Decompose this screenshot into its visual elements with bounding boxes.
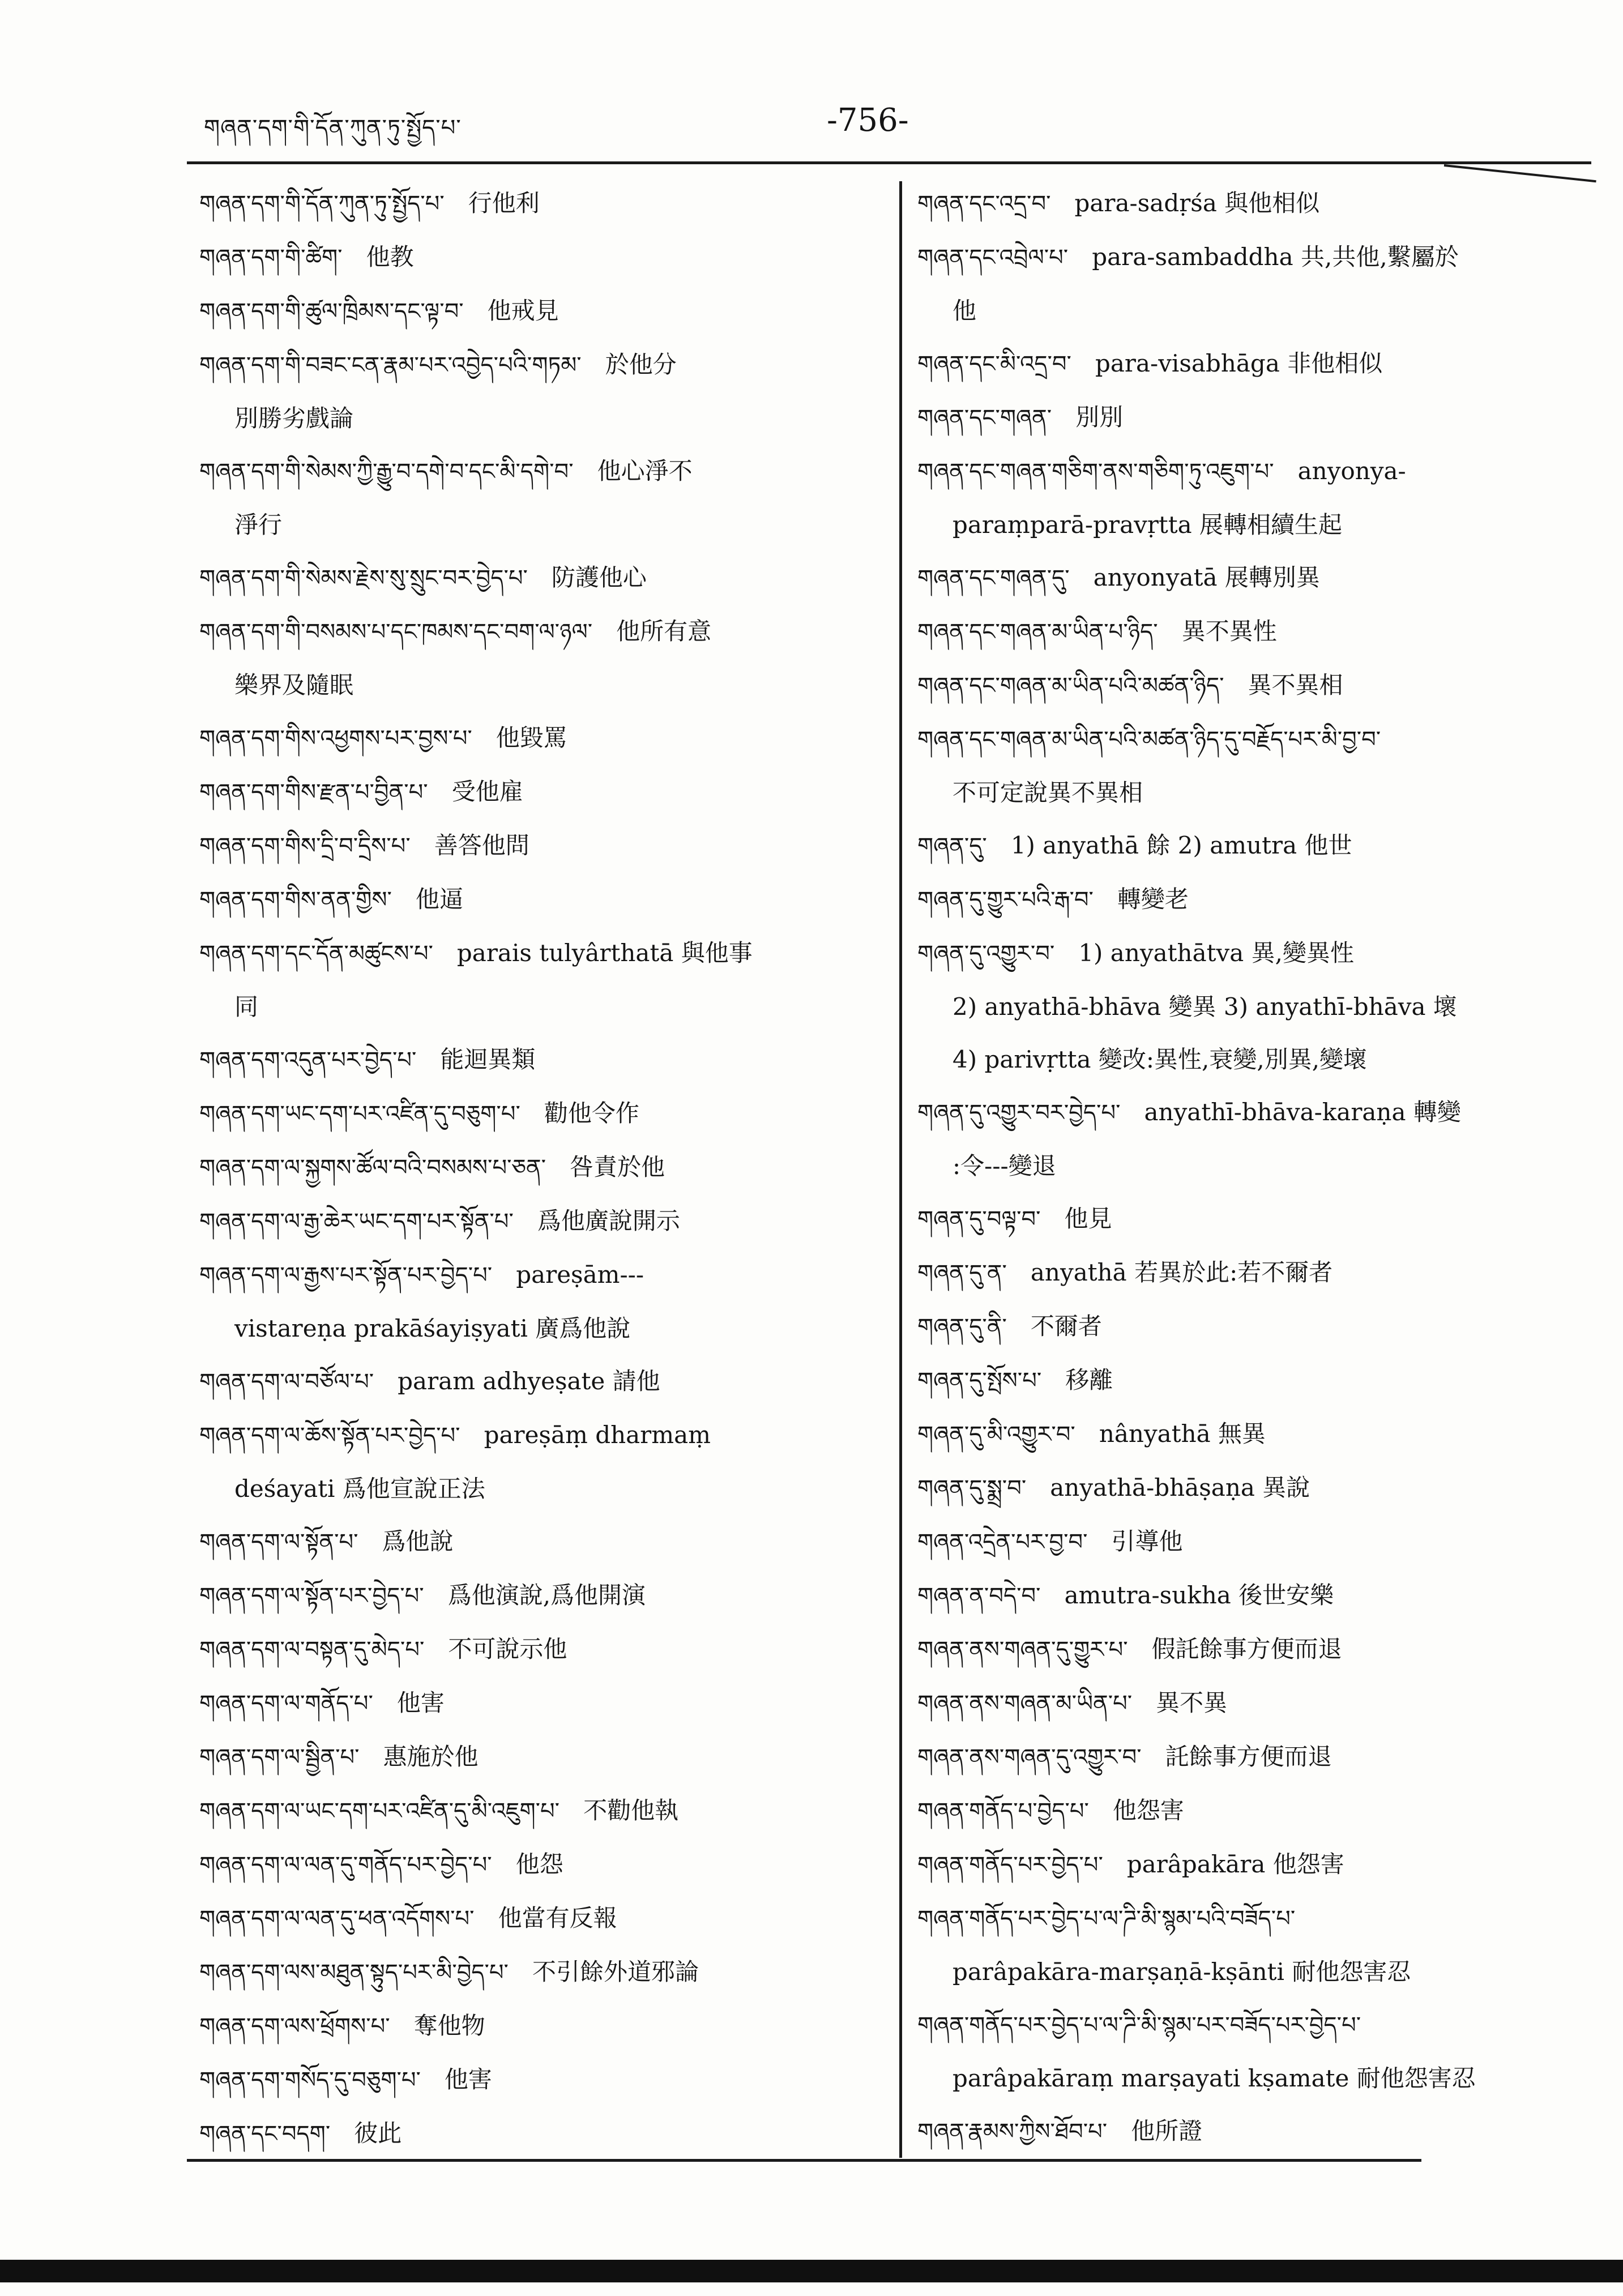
entry-gloss: para-visabhāga 非他相似 <box>1095 349 1383 377</box>
tibetan-headword: གཞན་དག་ལ་སྦྱིན་པ་ <box>199 1744 360 1770</box>
entry-gloss: parais tulyârthatā 與他事 <box>456 939 753 967</box>
entry-gloss: 奪他物 <box>413 2012 485 2039</box>
tibetan-headword: གཞན་དག་ལ་སྟོན་པ་ <box>199 1529 358 1555</box>
left-column <box>199 177 893 2161</box>
dictionary-entry <box>199 177 893 231</box>
dictionary-entry <box>199 1945 893 1999</box>
tibetan-headword: གཞན་དག་འདུན་པར་བྱེད་པ་ <box>199 1047 417 1073</box>
dictionary-entry <box>917 1623 1586 1676</box>
tibetan-headword: གཞན་དག་གི་ཚུལ་ཁྲིམས་དང་ལྟ་བ་ <box>199 298 464 325</box>
entry-gloss: 善答他問 <box>434 831 529 859</box>
dictionary-entry <box>917 231 1586 284</box>
entry-gloss: anyathā-bhāṣaṇa 異說 <box>1050 1474 1310 1501</box>
dictionary-entry <box>199 1409 893 1462</box>
page-header <box>204 102 1382 153</box>
tibetan-headword: གཞན་དང་གཞན་མ་ཡིན་པ་ཉིད་ <box>917 619 1158 645</box>
dictionary-entry <box>199 605 893 659</box>
dictionary-entry <box>917 1354 1586 1407</box>
entry-gloss: 他見 <box>1064 1205 1112 1232</box>
tibetan-headword: གཞན་དག་གིས་དྲི་བ་དྲིས་པ་ <box>199 833 411 859</box>
entry-gloss: 他逼 <box>415 885 463 913</box>
dictionary-entry <box>917 1407 1586 1461</box>
entry-gloss: vistareṇa prakāśayiṣyati 廣爲他說 <box>234 1315 631 1342</box>
tibetan-headword: གཞན་འདྲེན་པར་བྱ་བ་ <box>917 1529 1088 1555</box>
dictionary-entry <box>917 1838 1586 1892</box>
tibetan-headword: གཞན་དུ་ <box>917 833 987 859</box>
entry-gloss: 異不異相 <box>1248 671 1343 699</box>
dictionary-entry <box>199 1730 893 1784</box>
tibetan-headword: གཞན་དག་ལ་རྒྱ་ཆེར་ཡང་དག་པར་སྟོན་པ་ <box>199 1209 514 1235</box>
entry-gloss: 咎責於他 <box>570 1153 665 1181</box>
dictionary-entry <box>917 551 1586 605</box>
dictionary-entry <box>917 1784 1586 1838</box>
dictionary-entry <box>199 551 893 605</box>
tibetan-headword: གཞན་དག་ལས་ཕྲོགས་པ་ <box>199 2013 390 2039</box>
entry-gloss: para-sambaddha 共,共他,繫屬於 <box>1092 243 1459 271</box>
page-number: -756- <box>827 102 909 139</box>
entry-gloss: 不爾者 <box>1030 1312 1102 1340</box>
tibetan-headword: གཞན་དག་ལས་མཐུན་སྟུད་པར་མི་བྱེད་པ་ <box>199 1960 509 1986</box>
entry-gloss: 移離 <box>1065 1366 1113 1394</box>
entry-gloss: pareṣām--- <box>516 1261 644 1288</box>
entry-gloss: 防護他心 <box>551 564 647 591</box>
dictionary-entry <box>917 1461 1586 1515</box>
dictionary-entry <box>917 1140 1586 1192</box>
tibetan-headword: གཞན་དག་ལ་གནོད་པ་ <box>199 1691 373 1717</box>
entry-gloss: 他戒見 <box>487 297 559 325</box>
entry-gloss: 彼此 <box>354 2119 402 2147</box>
entry-gloss: deśayati 爲他宣說正法 <box>234 1475 485 1503</box>
tibetan-headword: གཞན་རྣམས་ཀྱིས་ཐོབ་པ་ <box>917 2119 1108 2145</box>
dictionary-entry <box>917 819 1586 873</box>
entry-gloss: 1) anyathā 餘 2) amutra 他世 <box>1010 831 1352 859</box>
entry-gloss: nânyathā 無異 <box>1099 1420 1266 1448</box>
tibetan-headword: གཞན་དག་གི་ཚིག་ <box>199 245 343 271</box>
tibetan-headword: གཞན་དག་ཡང་དག་པར་འཛིན་དུ་བཅུག་པ་ <box>199 1101 520 1127</box>
entry-gloss: 假託餘事方便而退 <box>1151 1635 1342 1663</box>
right-column <box>917 177 1586 2158</box>
entry-gloss: 他心淨不 <box>597 457 693 485</box>
dictionary-entry <box>199 873 893 927</box>
entry-gloss: 勸他令作 <box>544 1099 639 1127</box>
dictionary-entry <box>199 927 893 980</box>
entry-gloss: 別別 <box>1075 403 1124 431</box>
dictionary-entry <box>917 605 1586 659</box>
tibetan-headword: གཞན་དུ་བལྟ་བ་ <box>917 1206 1041 1232</box>
entry-gloss: para-sadṛśa 與他相似 <box>1074 189 1320 217</box>
entry-gloss: 他教 <box>366 243 414 271</box>
dictionary-entry <box>917 1086 1586 1140</box>
dictionary-entry <box>199 1087 893 1141</box>
tibetan-headword: གཞན་དང་གཞན་གཅིག་ནས་གཅིག་ཏུ་འཇུག་པ་ <box>917 459 1274 485</box>
dictionary-entry <box>917 177 1586 231</box>
tibetan-headword: གཞན་དུ་འགྱུར་བ་ <box>917 941 1055 967</box>
dictionary-entry <box>917 1730 1586 1784</box>
dictionary-entry <box>199 1784 893 1838</box>
entry-gloss: parâpakāra-marṣaṇā-kṣānti 耐他怨害忍 <box>953 1958 1411 1986</box>
tibetan-headword: གཞན་དུ་མི་འགྱུར་བ་ <box>917 1422 1075 1448</box>
dictionary-entry <box>917 766 1586 819</box>
tibetan-headword: གཞན་དང་མི་འདྲ་བ་ <box>917 351 1071 377</box>
tibetan-headword: གཞན་དག་ལ་སྐྱགས་ཚོལ་བའི་བསམས་པ་ཅན་ <box>199 1155 546 1181</box>
dictionary-entry <box>199 1033 893 1087</box>
tibetan-headword: གཞན་དང་གཞན་དུ་ <box>917 565 1070 591</box>
entry-gloss: 不可定說異不異相 <box>953 779 1143 806</box>
tibetan-headword: གཞན་དག་ལ་ལན་དུ་ཕན་འདོགས་པ་ <box>199 1906 475 1932</box>
entry-gloss: parâpakāra 他怨害 <box>1126 1850 1344 1878</box>
dictionary-entry <box>917 1569 1586 1623</box>
tibetan-headword: གཞན་དང་བདག་ <box>199 2121 331 2147</box>
entry-gloss: 他毀罵 <box>496 724 567 752</box>
dictionary-entry <box>917 1246 1586 1300</box>
tibetan-headword: གཞན་ནས་གཞན་དུ་འགྱུར་བ་ <box>917 1744 1142 1770</box>
tibetan-headword: གཞན་དང་གཞན་ <box>917 405 1052 431</box>
dictionary-entry <box>917 659 1586 712</box>
entry-gloss: 同 <box>234 993 259 1021</box>
entry-gloss: param adhyeṣate 請他 <box>398 1367 660 1395</box>
dictionary-entry <box>199 1515 893 1569</box>
entry-gloss: 他所有意 <box>616 617 712 645</box>
tibetan-headword: གཞན་དག་ལ་སྟོན་པར་བྱེད་པ་ <box>199 1583 424 1609</box>
dictionary-entry <box>199 445 893 498</box>
tibetan-headword: གཞན་དང་འབྲེལ་པ་ <box>917 245 1069 271</box>
dictionary-entry <box>199 231 893 284</box>
entry-gloss: anyathā 若異於此:若不爾者 <box>1030 1258 1333 1286</box>
dictionary-entry <box>199 980 893 1033</box>
entry-gloss: 4) parivṛtta 變改:異性,衰變,別異,變壞 <box>953 1045 1368 1073</box>
dictionary-entry <box>917 1892 1586 1945</box>
tibetan-headword: གཞན་དུ་སྨྲ་བ་ <box>917 1475 1027 1501</box>
dictionary-entry <box>917 873 1586 927</box>
tibetan-headword: གཞན་དག་ལ་བཙོལ་པ་ <box>199 1369 374 1395</box>
tibetan-headword: གཞན་དག་གི་སེམས་རྗེས་སུ་སྲུང་བར་བྱེད་པ་ <box>199 565 528 591</box>
tibetan-headword: གཞན་གནོད་པར་བྱེད་པ་ལ་ཌི་མི་སྙམ་པར་བཟོད་པར་བྱེད་པ་ <box>917 2012 1361 2038</box>
dictionary-entry <box>199 1141 893 1194</box>
entry-gloss: 樂界及隨眠 <box>234 671 354 699</box>
dictionary-entry <box>199 1569 893 1623</box>
tibetan-headword: གཞན་དག་ལ་ཡང་དག་པར་འཛིན་དུ་མི་འཇུག་པ་ <box>199 1798 560 1824</box>
entry-gloss: 他害 <box>396 1689 445 1717</box>
dictionary-entry <box>199 1194 893 1248</box>
dictionary-entry <box>917 1676 1586 1730</box>
entry-gloss: pareṣāṃ dharmaṃ <box>484 1421 711 1449</box>
column-divider <box>899 181 902 2158</box>
tibetan-headword: གཞན་ནས་གཞན་མ་ཡིན་པ་ <box>917 1691 1133 1717</box>
dictionary-entry <box>199 2107 893 2161</box>
dictionary-entry <box>199 1892 893 1945</box>
dictionary-entry <box>917 927 1586 980</box>
tibetan-headword: གཞན་དག་གིས་ནན་གྱིས་ <box>199 887 392 913</box>
tibetan-headword: གཞན་དང་གཞན་མ་ཡིན་པའི་མཚན་ཉིད་ <box>917 673 1224 699</box>
entry-gloss: 淨行 <box>234 511 283 539</box>
entry-gloss: 他當有反報 <box>498 1904 617 1932</box>
dictionary-entry <box>199 338 893 392</box>
tibetan-headword: གཞན་དག་ལ་ཆོས་སྟོན་པར་བྱེད་པ་ <box>199 1423 460 1449</box>
tibetan-headword: གཞན་ནས་གཞན་དུ་གྱུར་པ་ <box>917 1637 1128 1663</box>
entry-gloss: 引導他 <box>1111 1527 1183 1555</box>
entry-gloss: 他 <box>953 297 977 325</box>
tibetan-headword: གཞན་དག་ལ་རྒྱས་པར་སྟོན་པར་བྱེད་པ་ <box>199 1262 493 1288</box>
entry-gloss: 他怨 <box>515 1850 563 1878</box>
tibetan-headword: གཞན་དུ་སྤོས་པ་ <box>917 1368 1042 1394</box>
dictionary-entry <box>199 284 893 338</box>
dictionary-entry <box>917 1192 1586 1246</box>
scan-edge-bar <box>0 2260 1623 2282</box>
tibetan-headword: གཞན་དུ་གྱུར་པའི་རྒ་བ་ <box>917 887 1094 913</box>
dictionary-entry <box>917 1300 1586 1354</box>
dictionary-entry <box>199 1302 893 1355</box>
entry-gloss: parâpakāraṃ marṣayati kṣamate 耐他怨害忍 <box>953 2064 1476 2092</box>
dictionary-entry <box>917 1945 1586 1998</box>
entry-gloss: 轉變老 <box>1117 885 1189 913</box>
dictionary-entry <box>917 337 1586 391</box>
tibetan-headword: གཞན་དང་འདྲ་བ་ <box>917 191 1051 217</box>
entry-gloss: 他害 <box>444 2065 492 2093</box>
entry-gloss: paraṃparā-pravṛtta 展轉相續生起 <box>953 511 1343 539</box>
tibetan-headword: གཞན་དག་གི་སེམས་ཀྱི་རྒྱུ་བ་དགེ་བ་དང་མི་དགེ་བ་ <box>199 459 574 485</box>
entry-gloss: 1) anyathātva 異,變異性 <box>1078 939 1354 967</box>
dictionary-entry <box>917 284 1586 337</box>
entry-gloss: 他怨害 <box>1112 1796 1184 1824</box>
tibetan-headword: གཞན་གནོད་པར་བྱེད་པ་ལ་ཌི་མི་སྙམ་པའི་བཟོད་པ་ <box>917 1906 1296 1932</box>
entry-gloss: 爲他演說,爲他開演 <box>447 1581 646 1609</box>
tibetan-headword: གཞན་དུ་ནི་ <box>917 1314 1007 1340</box>
entry-gloss: 能迴異類 <box>440 1045 536 1073</box>
entry-gloss: 2) anyathā-bhāva 變異 3) anyathī-bhāva 壞 <box>953 993 1457 1021</box>
tibetan-headword: གཞན་དག་གི་དོན་ཀུན་ཏུ་སྤྱོད་པ་ <box>199 191 445 217</box>
entry-gloss: 不可說示他 <box>448 1635 567 1663</box>
entry-gloss: 異不異 <box>1156 1689 1228 1717</box>
tibetan-headword: གཞན་དག་དང་དོན་མཚུངས་པ་ <box>199 941 433 967</box>
dictionary-entry <box>917 1515 1586 1569</box>
dictionary-entry <box>917 2105 1586 2158</box>
dictionary-entry <box>917 445 1586 498</box>
dictionary-entry <box>199 819 893 873</box>
tibetan-headword: གཞན་དག་གི་བཟང་ངན་རྣམ་པར་འབྱེད་པའི་གཏམ་ <box>199 352 582 378</box>
entry-gloss: anyonya- <box>1297 457 1406 485</box>
entry-gloss: 受他雇 <box>451 778 523 805</box>
dictionary-entry <box>199 1248 893 1302</box>
dictionary-entry <box>917 2052 1586 2105</box>
entry-gloss: 不引餘外道邪論 <box>532 1958 699 1986</box>
tibetan-headword: གཞན་དང་གཞན་མ་ཡིན་པའི་མཚན་ཉིད་དུ་བརྗོད་པར་མི་བྱ་བ་ <box>917 727 1381 753</box>
entry-gloss: 別勝劣戲論 <box>234 404 354 432</box>
dictionary-entry <box>917 1033 1586 1086</box>
tibetan-headword: གཞན་དག་ལ་ལན་དུ་གནོད་པར་བྱེད་པ་ <box>199 1852 492 1878</box>
tibetan-headword: གཞན་ན་བདེ་བ་ <box>917 1583 1041 1609</box>
dictionary-entry <box>917 391 1586 445</box>
entry-gloss: 異不異性 <box>1181 617 1277 645</box>
tibetan-headword: གཞན་དག་གི་བསམས་པ་དང་ཁམས་དང་བག་ལ་ཉལ་ <box>199 619 593 645</box>
dictionary-entry <box>199 765 893 819</box>
dictionary-entry <box>199 1999 893 2053</box>
tibetan-headword: གཞན་དག་ལ་བསྟན་དུ་མེད་པ་ <box>199 1637 425 1663</box>
tibetan-headword: གཞན་དག་གིས་འཕྱགས་པར་བྱས་པ་ <box>199 725 472 752</box>
tibetan-headword: གཞན་དུ་ན་ <box>917 1260 1007 1286</box>
running-head: གཞན་དག་གི་དོན་ཀུན་ཏུ་སྤྱོད་པ་ <box>204 115 462 141</box>
entry-gloss: 爲他說 <box>382 1527 454 1555</box>
dictionary-entry <box>917 1998 1586 2052</box>
tibetan-headword: གཞན་དག་གསོད་དུ་བཅུག་པ་ <box>199 2067 421 2093</box>
tibetan-headword: གཞན་དུ་འགྱུར་བར་བྱེད་པ་ <box>917 1100 1121 1126</box>
dictionary-entry <box>199 1355 893 1409</box>
dictionary-entry <box>199 1623 893 1676</box>
entry-gloss: :令---變退 <box>953 1152 1056 1180</box>
tibetan-headword: གཞན་གནོད་པར་བྱེད་པ་ <box>917 1852 1103 1878</box>
dictionary-entry <box>917 498 1586 551</box>
dictionary-entry <box>199 392 893 445</box>
dictionary-entry <box>199 659 893 711</box>
entry-gloss: anyonyatā 展轉別異 <box>1093 564 1320 591</box>
entry-gloss: anyathī-bhāva-karaṇa 轉變 <box>1144 1098 1461 1126</box>
entry-gloss: amutra-sukha 後世安樂 <box>1064 1581 1334 1609</box>
entry-gloss: 託餘事方便而退 <box>1165 1743 1332 1770</box>
dictionary-entry <box>199 1676 893 1730</box>
entry-gloss: 他所證 <box>1131 2117 1203 2145</box>
dictionary-entry <box>199 1838 893 1892</box>
entry-gloss: 不勸他執 <box>583 1796 679 1824</box>
tibetan-headword: གཞན་དག་གིས་རྫན་པ་བྱིན་པ་ <box>199 779 428 805</box>
entry-gloss: 於他分 <box>605 351 677 378</box>
dictionary-entry <box>199 711 893 765</box>
entry-gloss: 行他利 <box>468 189 540 217</box>
header-rule <box>187 161 1591 164</box>
dictionary-entry <box>199 498 893 551</box>
tibetan-headword: གཞན་གནོད་པ་བྱེད་པ་ <box>917 1798 1089 1824</box>
dictionary-entry <box>917 712 1586 766</box>
entry-gloss: 爲他廣說開示 <box>537 1207 680 1235</box>
dictionary-entry <box>199 1462 893 1515</box>
entry-gloss: 惠施於他 <box>383 1743 479 1770</box>
dictionary-entry <box>917 980 1586 1033</box>
dictionary-entry <box>199 2053 893 2107</box>
